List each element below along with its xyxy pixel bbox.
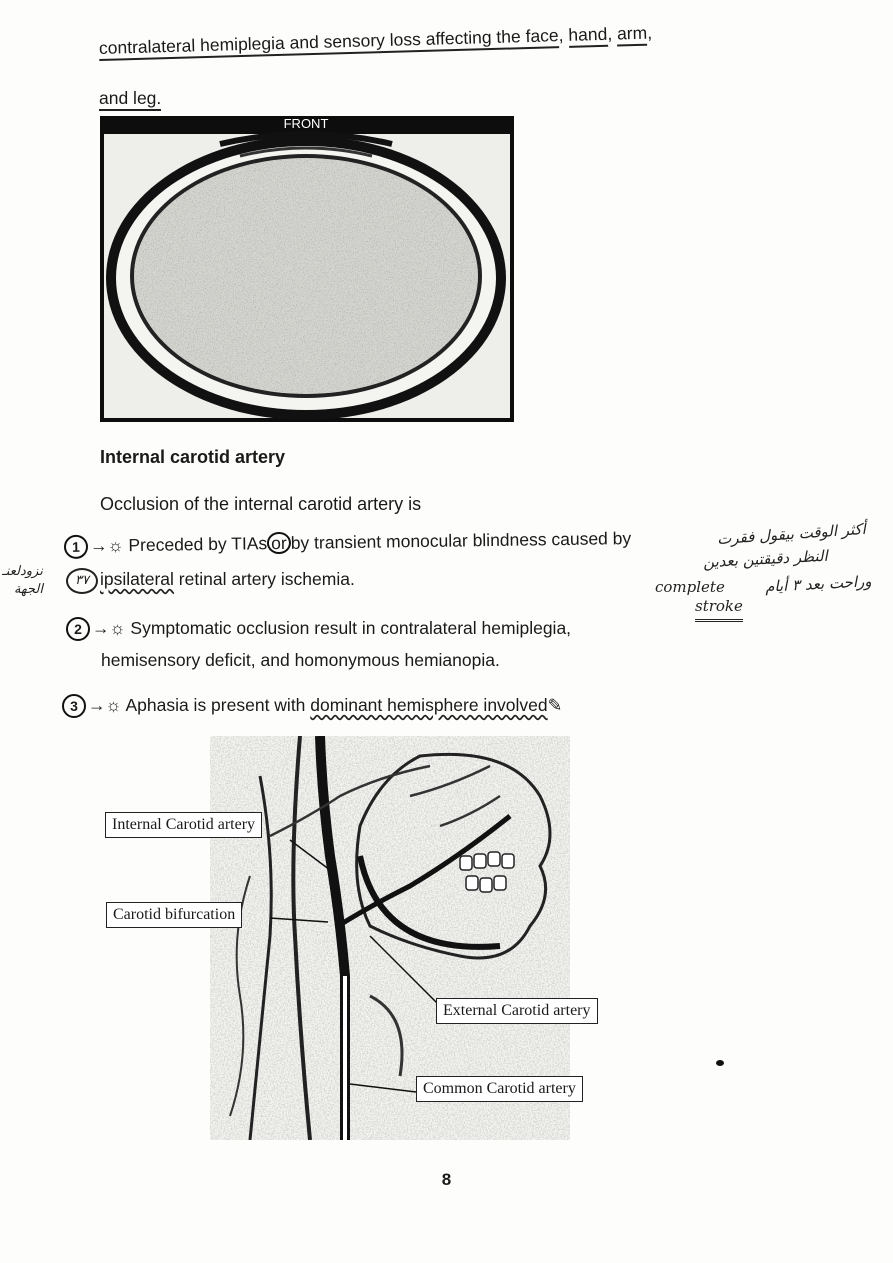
right-note-2: النظر دقيقتين بعدين	[702, 546, 829, 572]
intro-arm: arm	[617, 23, 648, 47]
point-text: Preceded by TIAs	[128, 533, 268, 556]
circled-word: or	[267, 532, 291, 554]
arrow-star-icon: →☼	[92, 618, 126, 638]
point-number: 1	[64, 535, 88, 559]
label-external-carotid: External Carotid artery	[436, 998, 598, 1024]
stroke-note: stroke	[695, 597, 743, 622]
ct-front-label: FRONT	[283, 116, 329, 131]
point-2-cont: hemisensory deficit, and homonymous hemianopia.	[101, 650, 500, 670]
point-1-cont	[100, 569, 355, 590]
complete-note: complete	[655, 578, 725, 596]
page-number: 8	[441, 1170, 452, 1189]
margin-circled-note: ٣٧	[66, 568, 98, 594]
arrow-star-icon: →☼	[89, 535, 124, 556]
ink-spot	[716, 1060, 724, 1066]
point-number: 3	[62, 694, 86, 718]
label-internal-carotid: Internal Carotid artery	[105, 812, 262, 838]
comma: ,	[558, 25, 564, 46]
intro-text: contralateral hemiplegia and sensory loss affecting the face	[99, 25, 559, 61]
section-subheading: Occlusion of the internal carotid artery is	[100, 494, 422, 514]
comma: ,	[607, 23, 613, 44]
intro-leg: and leg.	[99, 88, 161, 111]
label-carotid-bifurcation: Carotid bifurcation	[106, 902, 242, 928]
arrow-star-icon: →☼	[88, 695, 122, 715]
right-note-1: أكثر الوقت بيقول فقرت	[716, 519, 867, 549]
pen-mark-icon: ✎	[547, 695, 563, 715]
intro-hand: hand	[568, 24, 608, 48]
margin-note-2: الجهة	[14, 582, 43, 597]
label-common-carotid: Common Carotid artery	[416, 1076, 583, 1102]
right-note-3: وراحت بعد ٣ أيام	[764, 572, 872, 596]
margin-note-1: نزودلعنـ	[2, 564, 43, 579]
point-3	[62, 694, 562, 718]
point-text: retinal artery ischemia.	[173, 569, 355, 589]
intro-line-2	[99, 88, 161, 109]
point-text: by transient monocular blindness caused by	[290, 528, 632, 553]
point-number: 2	[66, 617, 90, 641]
point-1	[64, 527, 632, 559]
comma: ,	[646, 22, 653, 43]
point-text: Symptomatic occlusion result in contralateral hemiplegia,	[130, 618, 572, 638]
section-heading: Internal carotid artery	[100, 447, 286, 467]
intro-line-1	[99, 23, 653, 59]
underlined-phrase: dominant hemisphere involved	[310, 695, 548, 715]
ct-scan-image	[100, 116, 514, 422]
underlined-word: ipsilateral	[100, 569, 174, 589]
point-text: Aphasia is present with	[125, 695, 311, 715]
point-2	[66, 617, 571, 641]
